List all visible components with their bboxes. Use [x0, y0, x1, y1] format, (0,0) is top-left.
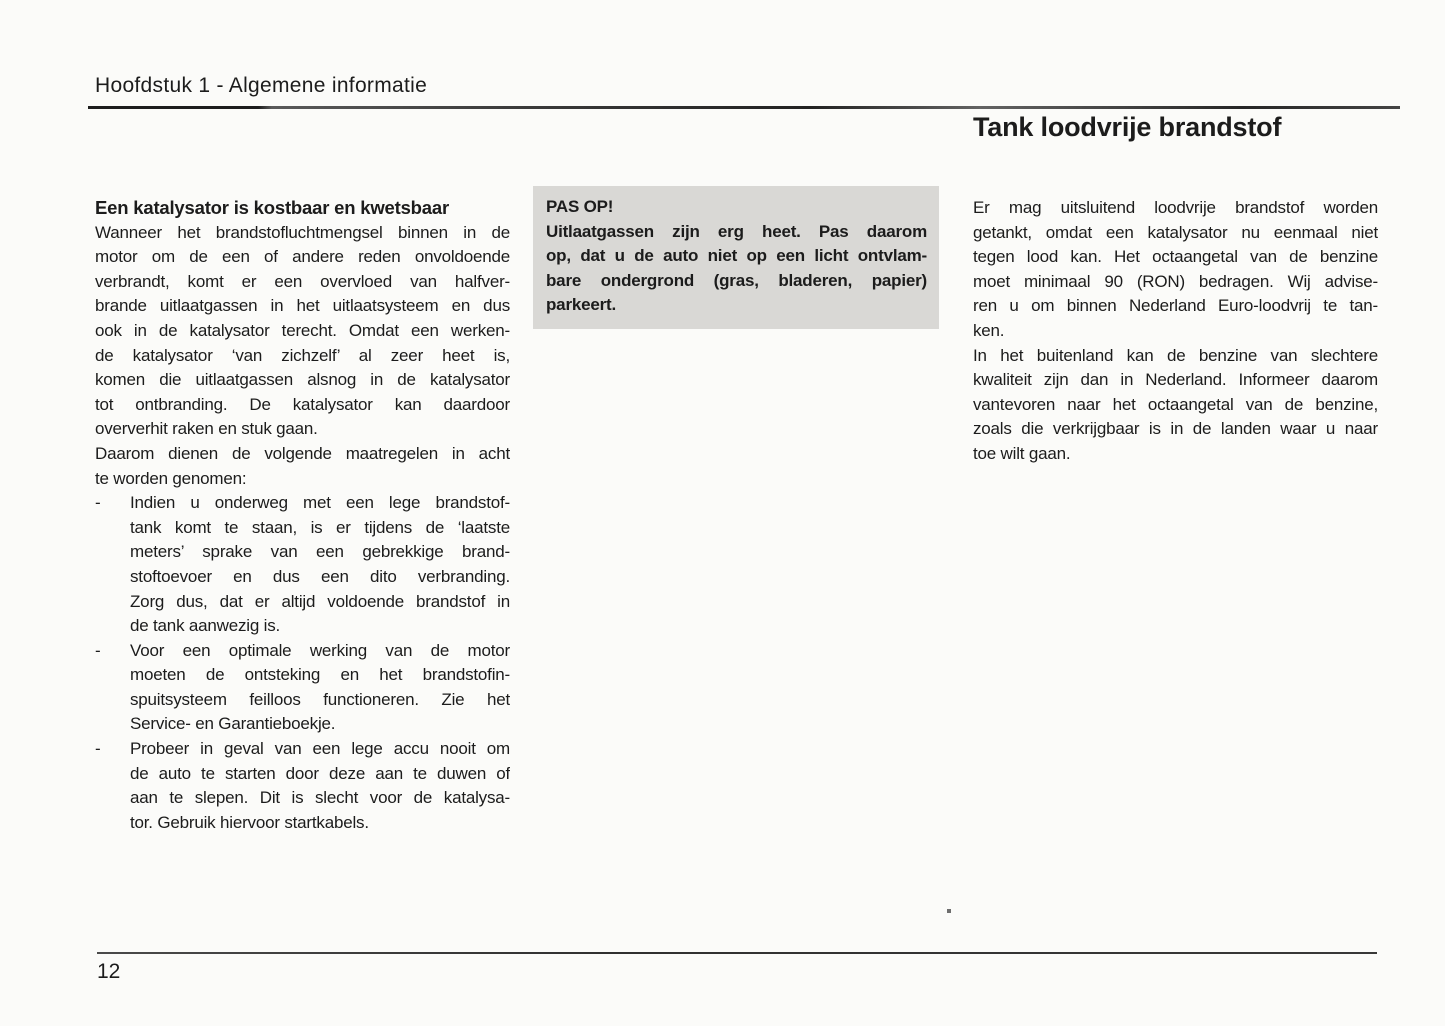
text-line: zoals die verkrijgbaar is in de landen waar u naar [973, 419, 1378, 439]
header-rule [88, 106, 1400, 109]
paragraph [973, 344, 1378, 467]
text-line: moet minimaal 90 (RON) bedragen. Wij advise- [973, 271, 1378, 291]
bullet-marker: - [95, 493, 101, 513]
text-line: moeten de ontsteking en het brandstofin- [130, 665, 510, 685]
text-line: Zorg dus, dat er altijd voldoende brandstof in [130, 591, 510, 611]
text-line: motor om de een of andere reden onvoldoende [95, 247, 510, 267]
text-line: komen die uitlaatgassen alsnog in de katalysator [95, 370, 510, 390]
bullet-item [95, 639, 510, 737]
left-column [95, 196, 510, 835]
text-line: verbrandt, komt er een overvloed van halfver- [95, 271, 510, 291]
text-line: Service- en Garantieboekje. [130, 714, 336, 734]
text-line: Probeer in geval van een lege accu nooit om [130, 739, 510, 759]
text-line: ken. [973, 320, 1005, 340]
footer-rule [97, 952, 1377, 954]
text-line: vantevoren naar het octaangetal van de benzine, [973, 394, 1378, 414]
text-line: de auto te starten door deze aan te duwen of [130, 763, 510, 783]
text-line: getankt, omdat een katalysator nu eenmaal niet [973, 222, 1378, 242]
paragraph [95, 221, 510, 442]
bullet-item [95, 491, 510, 639]
text-line: op, dat u de auto niet op een licht ontvlam- [546, 246, 927, 266]
warning-text [546, 220, 927, 318]
bullet-text [130, 639, 510, 737]
text-line: de tank aanwezig is. [130, 616, 281, 636]
text-line: parkeert. [546, 295, 617, 315]
section-title: Tank loodvrije brandstof [973, 112, 1282, 142]
text-line: Indien u onderweg met een lege brandstof- [130, 493, 510, 513]
warning-box [533, 186, 939, 329]
bullet-marker: - [95, 739, 101, 759]
right-column [973, 196, 1378, 467]
text-line: bare ondergrond (gras, bladeren, papier) [546, 270, 927, 290]
text-line: spuitsysteem feilloos functioneren. Zie het [130, 689, 510, 709]
bullet-marker: - [95, 640, 101, 660]
text-line: Voor een optimale werking van de motor [130, 640, 510, 660]
text-line: Wanneer het brandstofluchtmengsel binnen in de [95, 222, 510, 242]
text-line: ren u om binnen Nederland Euro-loodvrij te tan- [973, 296, 1378, 316]
text-line: ook in de katalysator terecht. Omdat een werken- [95, 320, 510, 340]
text-line: tank komt te staan, is er tijdens de ‘laatste [130, 517, 510, 537]
scan-artifact-dot [947, 909, 951, 913]
text-line: te worden genomen: [95, 468, 247, 488]
text-line: brande uitlaatgassen in het uitlaatsysteem en dus [95, 296, 510, 316]
text-line: Er mag uitsluitend loodvrije brandstof worden [973, 198, 1378, 217]
text-line: aan te slepen. Dit is slecht voor de katalysa- [130, 788, 510, 808]
text-line: oververhit raken en stuk gaan. [95, 419, 318, 439]
text-line: tor. Gebruik hiervoor startkabels. [130, 812, 369, 832]
bullet-list [95, 491, 510, 835]
paragraph [95, 442, 510, 491]
bullet-item [95, 737, 510, 835]
text-line: tot ontbranding. De katalysator kan daardoor [95, 394, 510, 414]
text-line: meters’ sprake van een gebrekkige brand- [130, 542, 510, 562]
text-line: Uitlaatgassen zijn erg heet. Pas daarom [546, 221, 927, 241]
text-line: toe wilt gaan. [973, 443, 1071, 463]
bullet-text [130, 737, 510, 835]
text-line: In het buitenland kan de benzine van slechtere [973, 345, 1378, 365]
text-line: tegen lood kan. Het octaangetal van de benzine [973, 247, 1378, 267]
text-line: stoftoevoer en dus een dito verbranding. [130, 566, 510, 586]
chapter-header: Hoofdstuk 1 - Algemene informatie [95, 74, 428, 97]
text-line: kwaliteit zijn dan in Nederland. Informeer daarom [973, 370, 1378, 390]
article-heading: Een katalysator is kostbaar en kwetsbaar [95, 197, 449, 218]
text-line: Daarom dienen de volgende maatregelen in acht [95, 443, 510, 463]
paragraph [973, 196, 1378, 344]
page-number: 12 [97, 960, 121, 983]
bullet-text [130, 491, 510, 639]
text-line: de katalysator ‘van zichzelf’ al zeer heet is, [95, 345, 510, 365]
warning-title: PAS OP! [546, 197, 614, 216]
